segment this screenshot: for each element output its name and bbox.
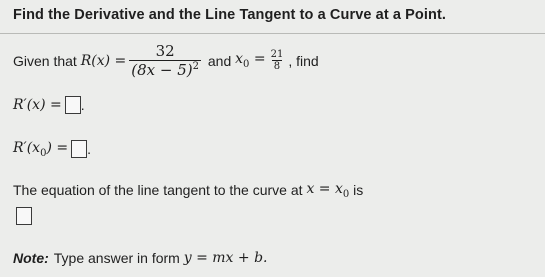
derivative-at-point-close: ) = xyxy=(46,140,69,156)
tangent-line-answer-input[interactable] xyxy=(16,207,32,225)
note-label: Note: xyxy=(13,250,49,266)
derivative-at-point-answer-input[interactable] xyxy=(71,140,87,158)
function-fraction xyxy=(129,42,201,79)
find-text: , find xyxy=(288,52,319,69)
tangent-question xyxy=(13,181,363,200)
given-text: Given that xyxy=(13,52,77,69)
problem-statement xyxy=(13,42,319,79)
function-lhs: R(x) = xyxy=(80,52,127,69)
question-derivative-at-point xyxy=(13,140,91,159)
question-derivative xyxy=(13,96,85,114)
and-text: and xyxy=(207,52,232,69)
tangent-is: is xyxy=(353,182,364,199)
note-text: Type answer in form xyxy=(53,250,180,266)
note-line xyxy=(13,250,268,266)
tangent-point-expr: x = x xyxy=(306,181,343,197)
x0-var: x xyxy=(235,51,244,68)
note-form: y = mx + b. xyxy=(183,250,268,266)
x0-fraction xyxy=(269,49,286,72)
derivative-label: R′(x) = xyxy=(13,97,62,113)
derivative-answer-input[interactable] xyxy=(65,96,81,114)
page-title: Find the Derivative and the Line Tangent to a Curve at a Point. xyxy=(13,7,447,23)
x0-label xyxy=(235,51,265,70)
x0-numerator: 21 xyxy=(270,49,284,60)
derivative-at-point-subscript: 0 xyxy=(40,147,47,159)
derivative-at-point-period: . xyxy=(87,141,91,158)
derivative-at-point-lhs: R′(x xyxy=(13,140,41,156)
x0-subscript: 0 xyxy=(243,58,250,70)
header-divider xyxy=(0,33,545,34)
denominator-exponent: 2 xyxy=(192,61,199,72)
tangent-point-subscript: 0 xyxy=(342,188,350,200)
tangent-text: The equation of the line tangent to the curve at xyxy=(13,182,303,199)
derivative-period: . xyxy=(80,97,85,113)
x0-denominator: 8 xyxy=(273,61,281,72)
function-denominator xyxy=(129,60,201,79)
function-numerator: 32 xyxy=(155,42,175,60)
x0-equals: = xyxy=(253,51,266,68)
denominator-base: (8x − 5) xyxy=(131,61,193,79)
tangent-point-math xyxy=(306,181,349,200)
derivative-at-point-label xyxy=(13,140,68,159)
